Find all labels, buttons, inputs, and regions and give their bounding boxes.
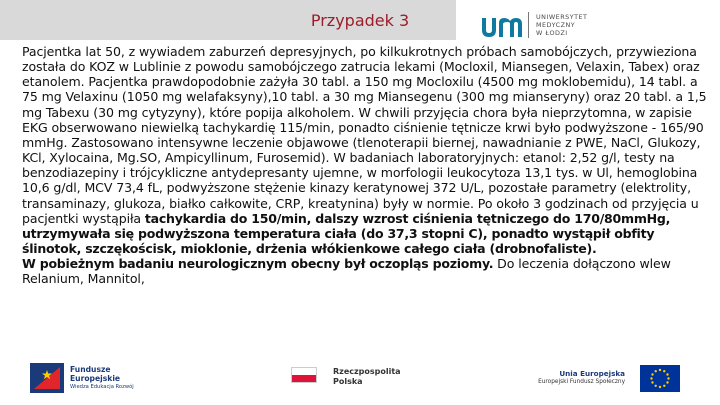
poland-flag-icon (291, 367, 317, 383)
footer-logos (0, 357, 720, 405)
university-name: UNIWERSYTET MEDYCZNY W ŁODZI (536, 13, 588, 37)
fundusze-europejskie-text: Fundusze Europejskie Wiedza Edukacja Rozwój (70, 365, 134, 390)
treatment-text: Do leczenia dołączono wlew Relanium, Mannitol, (22, 256, 671, 287)
case-text-bold: tachykardia do 150/min, dalszy wzrost ciśnienia tętniczego do 170/80mmHg, utrzymywała się podwyższona temperatura ciała (do 37,3 stopni C), ponadto wystąpił obfity ślinotok, szczękościsk, mioklonie, drżenia włókienkowe całego ciała (drobnofaliste). (22, 210, 671, 257)
university-logo (480, 10, 640, 40)
neuro-exam-text: W pobieżnym badaniu neurologicznym obecny był oczopląs poziomy. (22, 256, 494, 272)
case-text: Pacjentka lat 50, z wywiadem zaburzeń depresyjnych, po kilkukrotnych próbach samobójczych, przywieziona została do KOZ w Lublinie z powodu samobójczego zatrucia lekami (Mocloxil, Miansegen, Velaxin, Tabex) oraz etanolem. Pacjentka prawdopodobnie zażyła 30 tabl. a 150 mg Mocloxilu (4500 mg moklobemidu), 14 tabl. a 75 mg Velaxinu (1050 mg welafaksyny),10 tabl. a 30 mg Miansegenu (300 mg mianseryny) oraz 20 tabl. a 1,5 mg Tabexu (30 mg cytyzyny), które popija alkoholem. W chwili przyjęcia chora była nieprzytomna, w zapisie EKG obserwowano niewielką tachykardię 115/min, ponadto ciśnienie tętnicze krwi było podwyższone - 165/90 mmHg. Zastosowano intensywne leczenie objawowe (tlenoterapii biernej, nawadnianie z PWE, NaCl, Glukozy, KCl, Xylocaina, Mg.SO, Ampicyllinum, Furosemid). W badaniach laboratoryjnych: etanol: 2,52 g/l, testy na benzodiazepiny i trójcykliczne antydepresanty ujemne, w morfologii leukocytoza 13,1 tys. w Ul, hemoglobina 10,6 g/dl, MCV 73,4 fL, podwyższone stężenie kinazy keratynowej 372 U/L, pozostałe parametry (elektrolity, transaminazy, glukoza, białko całkowite, CRP, kreatynina) były w normie. Po około 3 godzinach od przyjęcia u pacjentki wystąpiła (22, 44, 707, 226)
eu-flag-icon (640, 365, 680, 392)
slide-title: Przypadek 3 (310, 11, 410, 30)
logo-separator (528, 12, 529, 38)
rzeczpospolita-text: Rzeczpospolita Polska (333, 367, 401, 386)
case-description (22, 44, 716, 287)
um-logo-icon (480, 10, 526, 40)
eu-text: Unia Europejska Europejski Fundusz Społeczny (538, 369, 625, 385)
fundusze-europejskie-icon (30, 363, 66, 393)
